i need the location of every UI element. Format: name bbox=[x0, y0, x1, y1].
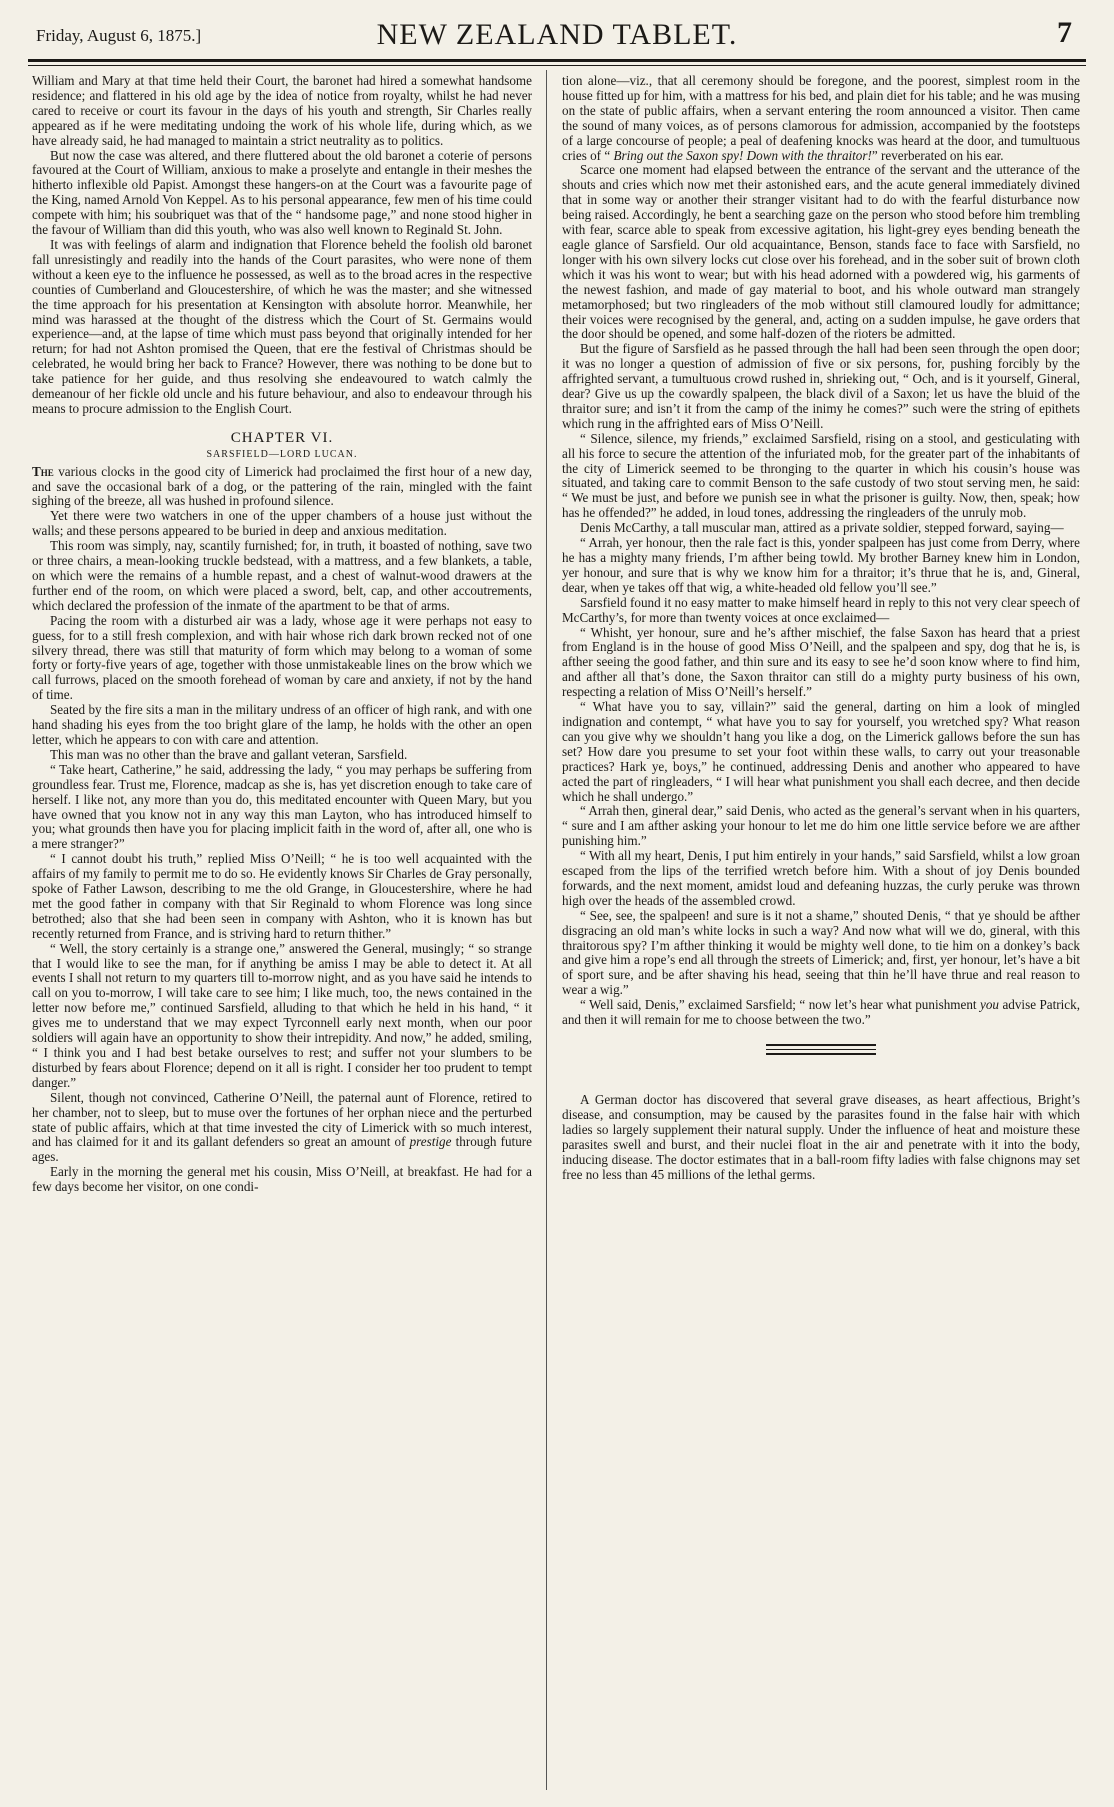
paragraph: Denis McCarthy, a tall muscular man, attired as a private soldier, stepped forward, saying— bbox=[580, 520, 1064, 536]
paragraph: “ Arrah, yer honour, then the rale fact is this, yonder spalpeen has just come from Derry, where he has a mighty many friends, I’m afther being towld. My brother Barney knew him in London, yer honour, and sure that is why we know him for a thraitor; it’s thrue that he is, and, Gineral, dear, when ye takes off that wig, a white-headed old fellow you’ll see.” bbox=[562, 535, 1080, 595]
news-note: A German doctor has discovered that several grave diseases, as heart affectious, Bright’s disease, and consumption, may be caused by the parasites found in the false hair with which ladies so largely supplement their natural supply. Under the influence of heat and moisture these parasites swell and burst, and their nuclei float in the air and penetrate with it into the body, inducing disease. The doctor estimates that in a ball-room fifty ladies with false chignons may set free no less than 45 millions of the lethal germs. bbox=[562, 1092, 1080, 1182]
chapter-title: CHAPTER VI. bbox=[230, 429, 334, 446]
paragraph: tion alone—viz., that all ceremony should be foregone, and the poorest, simplest room in the house fitted up for him, with a mattress for his bed, and plain diet for his table; and he was musing on the state of public affairs, when a servant entering the room announced a visitor. Then came the sound of many voices, as of persons clamorous for admission, accompanied by the footsteps of a large concourse of people; a peal of deafening knocks was heard at the door, and tumultuous cries of “ Bring out the Saxon spy! Down with the thraitor!” reverberated on his ear. bbox=[562, 74, 1080, 163]
paragraph: “ Take heart, Catherine,” he said, addressing the lady, “ you may perhaps be suffering from groundless fear. Trust me, Florence, madcap as she is, has yet discretion enough to take care of herself. I like not, any more than you do, this meditated encounter with Queen Mary, but you have owned that you know not in any way this man Layton, who has introduced himself to you; what grounds then have you for placing implicit faith in the word of, after all, one who is a mere stranger?” bbox=[32, 761, 532, 852]
paragraph: Early in the morning the general met his cousin, Miss O’Neill, at breakfast. He had for a few days become her visitor, on one condi- bbox=[32, 1164, 532, 1195]
paragraph: “ I cannot doubt his truth,” replied Miss O’Neill; “ he is too well acquainted with the affairs of my family to permit me to do so. He evidently knows Sir Charles de Gray personally, spoke of Father Lawson, describing to me the old Grange, in Gloucestershire, where he had met the good father in company with that Sir Reginald to whom Florence was long since betrothed; also that she had been seen in company with Ashton, who it is known has but recently returned from France, and is striving hard to return thither.” bbox=[32, 851, 532, 941]
paragraph: “ Well said, Denis,” exclaimed Sarsfield; “ now let’s hear what punishment you advise Patrick, and then it will remain for me to choose between the two.” bbox=[562, 997, 1080, 1028]
column-divider bbox=[546, 70, 547, 1790]
paragraph: This man was no other than the brave and gallant veteran, Sarsfield. bbox=[50, 746, 408, 762]
paragraph: But now the case was altered, and there fluttered about the old baronet a coterie of persons favoured at the Court of William, anxious to make a proselyte and entangle in their meshes the hitherto inflexible old Papist. Amongst these hangers-on at the Court was a favourite page of the King, named Arnold Von Keppel. As to his personal appearance, few men of his time could compete with him; his soubriquet was that of the “ handsome page,” and none stood higher in the favour of William than did this youth, who was also well known to Reginald St. John. bbox=[32, 147, 532, 238]
paragraph: Pacing the room with a disturbed air was a lady, whose age it were perhaps not easy to guess, for to a still fresh complexion, and with hair whose rich dark brown recked not of one silvery thread, there was still that maturity of form which may belong to a woman of some forty or forty-five years of age, together with those unmistakeable lines on the brow which we call furrows, placed on the smooth forehead of woman by care and anxiety, if not by the hand of time. bbox=[32, 612, 532, 703]
paragraph: But the figure of Sarsfield as he passed through the hall had been seen through the open door; it was no longer a question of admission of five or six persons, for, pushing forcibly by the affrighted servant, a tumultuous crowd rushed in, shrieking out, “ Och, and is it yourself, Gineral, dear? Give us up the cowardly spalpeen, the black divil of a Saxon; let us have the bluid of the thraitor sure; and isn’t it from the camp of the inimy he comes?” such were the string of epithets which rung in the affrighted ears of Miss O’Neill. bbox=[562, 341, 1080, 431]
paragraph: Seated by the fire sits a man in the military undress of an officer of high rank, and with one hand shading his eyes from the too bright glare of the lamp, he holds with the other an open letter, which he appears to con with care and attention. bbox=[32, 702, 532, 747]
paragraph: “ What have you to say, villain?” said the general, darting on him a look of mingled indignation and contempt, “ what have you to say for yourself, you wretched spy? What reason can you give why we shouldn’t hang you like a dog, on the Limerick gallows before the sun has set? How dare you presume to set your foot within these walls, to carry out your treasonable practices? Hark ye, boys,” he continued, addressing Denis and another who appeared to have acted the part of ringleaders, “ I will hear what punishment you shall each decree, and then decide which he shall undergo.” bbox=[562, 699, 1080, 804]
masthead-title: NEW ZEALAND TABLET. bbox=[376, 18, 738, 51]
paragraph: Scarce one moment had elapsed between the entrance of the servant and the utterance of the shouts and cries which now met their astonished ears, and the acute general immediately divined that in some way or another their stranger visitant had to do with the fearful disturbance now being raised. Accordingly, he bent a searching gaze on the person who stood before him trembling with fear, scarce able to speak from excessive agitation, his light-grey eyes bending beneath the eagle glance of Sarsfield. Our old acquaintance, Benson, stands face to face with Sarsfield, no longer with his own silvery locks cut close over his forehead, and in the sober suit of brown cloth which it was his wont to wear; but with his head adorned with a powdered wig, his garments of the newest fashion, and made of gay material to boot, and his whole outward man strangely metamorphosed; but two ringleaders of the mob without still clamoured loudly for admittance; their voices were recognised by the general, and, acting on a sudden impulse, he gave orders that the door should be opened, and some half-dozen of the rioters be admitted. bbox=[562, 162, 1080, 342]
header-rule bbox=[28, 59, 1086, 62]
paragraph: This room was simply, nay, scantily furnished; for, in truth, it boasted of nothing, save two or three chairs, a mean-looking truckle bedstead, with a mattress, and a few blankets, a table, on which were the remains of a humble repast, and a chest of walnut-wood drawers at the further end of the room, on which were placed a sword, belt, cap, and other accoutrements, which declared the profession of the inmate of the apartment to be that of arms. bbox=[32, 538, 532, 613]
paragraph: “ Whisht, yer honour, sure and he’s afther mischief, the false Saxon has heard that a priest from England is in the house of good Miss O’Neill, and the spalpeen and spy, dog that he is, is afther seeing the good father, and thin sure and its easy to see he’d soon know where to find him, and afther all that’s done, the Saxon thraitor can still do a mighty purty business of his own, respecting a relation of Miss O’Neill’s herself.” bbox=[562, 624, 1080, 700]
paragraph: Silent, though not convinced, Catherine O’Neill, the paternal aunt of Florence, retired to her chamber, not to sleep, but to muse over the fortunes of her orphan niece and the perturbed state of public affairs, which at that time invested the city of Limerick with so much interest, and has claimed for it and its gallant defenders so great an amount of prestige through future ages. bbox=[32, 1089, 532, 1165]
paragraph: It was with feelings of alarm and indignation that Florence beheld the foolish old baronet fall unresistingly and readily into the hands of the Court parasites, who were none of them without a keen eye to the influence he possessed, as well as to the broad acres in the respective counties of Cumberland and Gloucestershire, of which he was the master; and she witnessed the time approach for his presentation at Kensington with absolute horror. Meanwhile, her mind was harassed at the thought of the distress which the Court of St. Germains would experience—and, at the lapse of time which must pass beyond that originally intended for her return; for had not Ashton promised the Queen, that ere the festival of Christmas should be celebrated, he would bring her back to France? However, there was nothing to be done but to take patience for her guide, and thus resolving she endeavoured to watch calmly the demeanour of her fickle old uncle and his future behaviour, and also to endeavour through his means to procure admission to the English Court. bbox=[32, 236, 532, 416]
chapter-subtitle: SARSFIELD—LORD LUCAN. bbox=[206, 448, 358, 460]
paragraph: The various clocks in the good city of Limerick had proclaimed the first hour of a new day, and save the occasional bark of a dog, or the pattering of the rain, mingled with the faint sighing of the breeze, all was hushed in profound silence. bbox=[32, 463, 532, 509]
paragraph: Yet there were two watchers in one of the upper chambers of a house just without the walls; and these persons appeared to be buried in deep and anxious meditation. bbox=[32, 508, 532, 539]
paragraph: “ See, see, the spalpeen! and sure is it not a shame,” shouted Denis, “ that ye should be afther disgracing an old man’s white locks in such a way? And now what will we do, gineral, with this thraitorous spy? I’m afther thinking it would be mighty well done, to tie him on a donkey’s back and give him a rope’s end all through the streets of Limerick; and, first, yer honour, let’s have a bit of sport sure, and be after shaving his head, seeing that thin he’ll have thrue and real reason to wear a wig.” bbox=[562, 907, 1080, 998]
page-header bbox=[28, 14, 1086, 54]
left-column bbox=[32, 74, 532, 1784]
page-number: 7 bbox=[1057, 16, 1072, 49]
paragraph: “ Silence, silence, my friends,” exclaimed Sarsfield, rising on a stool, and gesticulating with all his force to secure the attention of the infuriated mob, for the greater part of the inhabitants of the city of Limerick seemed to be thronging to the quarter in which his cousin’s house was situated, and taking care to commit Benson to the safe custody of two stout serving men, he said: “ We must be just, and before we punish see in what the prisoner is guilty. Now, then, speak; how has he offended?” he added, in loud tones, addressing the ringleaders of the unruly mob. bbox=[562, 430, 1080, 521]
header-rule-thin bbox=[28, 65, 1086, 66]
issue-date: Friday, August 6, 1875.] bbox=[36, 26, 202, 45]
paragraph: “ Well, the story certainly is a strange one,” answered the General, musingly; “ so strange that I would like to see the man, for if anything be amiss I may be able to detect it. At all events I shall not return to my quarters till to-morrow night, and as you have said he intends to call on you to-morrow, I will take care to see him; I like much, too, the news contained in the letter now before me,” continued Sarsfield, alluding to that which he held in his hand, “ it gives me to understand that we may expect Tyrconnell early next month, when our poor soldiers will again have an opportunity to show their intrepidity. And now,” he added, smiling, “ I think you and I had best betake ourselves to rest; and suffer not your slumbers to be disturbed by fears about Florence; depend on it all is right. I consider her too prudent to tempt danger.” bbox=[32, 940, 532, 1090]
right-column bbox=[562, 74, 1080, 1784]
paragraph: William and Mary at that time held their Court, the baronet had hired a somewhat handsome residence; and flattered in his old age by the idea of notice from royalty, whilst he had never cared to receive or court its favour in the days of his youth and strength, Sir Charles really appeared as if he were meditating undoing the work of his whole life, during which, as we have already said, he had managed to maintain a strict neutrality as to politics. bbox=[32, 74, 532, 148]
paragraph: “ With all my heart, Denis, I put him entirely in your hands,” said Sarsfield, whilst a low groan escaped from the lips of the terrified wretch before him. With a shout of joy Denis bounded forwards, and the next moment, amidst loud and defeaning huzzas, the curly peruke was thrown high over the heads of the assembled crowd. bbox=[562, 848, 1080, 908]
paragraph: Sarsfield found it no easy matter to make himself heard in reply to this not very clear speech of McCarthy’s, for more than twenty voices at once exclaimed— bbox=[562, 594, 1080, 625]
newspaper-page bbox=[28, 14, 1086, 1794]
lead-word: The bbox=[32, 463, 54, 479]
section-end-rule bbox=[766, 1044, 876, 1055]
paragraph: “ Arrah then, gineral dear,” said Denis, who acted as the general’s servant when in his quarters, “ sure and I am afther asking your honour to let me do him one little service before we are afther punishing him.” bbox=[562, 803, 1080, 849]
